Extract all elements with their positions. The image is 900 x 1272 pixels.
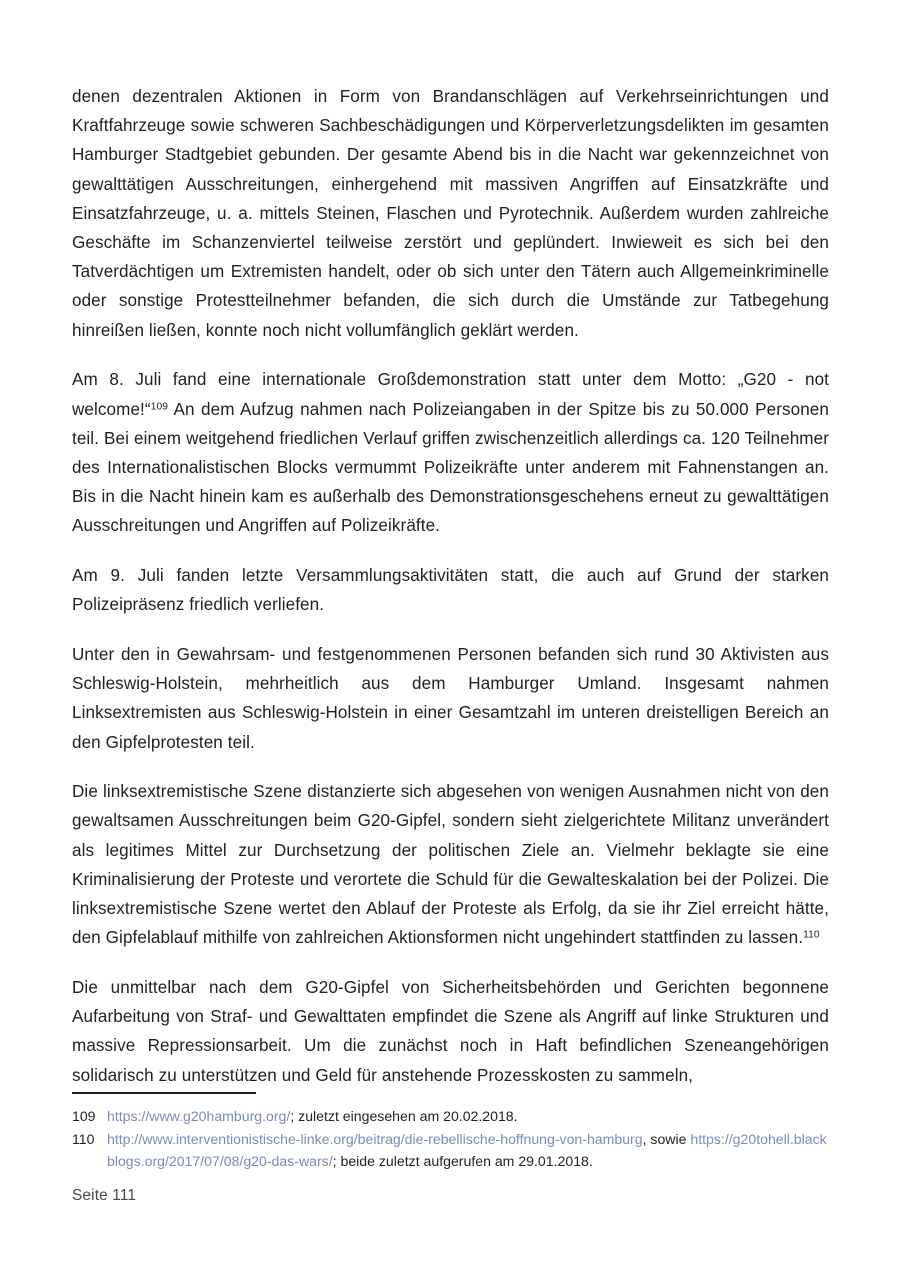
footnote-item-110 (72, 1128, 829, 1173)
footnote-text-110-b: ; beide zuletzt aufgerufen am 29.01.2018. (332, 1153, 593, 1170)
footnote-reference-110[interactable]: 110 (803, 929, 820, 941)
footnote-list (72, 1105, 829, 1173)
paragraph-5-text-before-footnote: Die linksextremistische Szene distanzierte sich abgesehen von wenigen Ausnahmen nicht von den gewaltsamen Ausschreitungen beim G20-Gipfel, sondern sieht zielgerichtete Militanz unverändert als legitimes Mittel zur Durchsetzung der politischen Ziele an. Vielmehr beklagte sie eine Kriminalisierung der Proteste und verortete die Schuld für die Gewalteskalation bei der Polizei. Die linksextremistische Szene wertet den Ablauf der Proteste als Erfolg, da sie ihr Ziel erreicht hätte, den Gipfelablauf mithilfe von zahlreichen Aktionsformen nicht ungehindert stattfinden zu lassen. (72, 782, 829, 948)
footnote-link-g20hamburg[interactable]: https://www.g20hamburg.org/ (107, 1108, 291, 1124)
footnote-separator-rule (72, 1092, 256, 1094)
footnote-link-g20tohell[interactable]: https://g20tohell.blackblogs.org/2017/07/08/g20-das-wars/ (107, 1130, 827, 1170)
paragraph-3: Am 9. Juli fanden letzte Versammlungsaktivitäten statt, die auch auf Grund der starken Polizeipräsenz friedlich verliefen. (72, 566, 829, 615)
body-text-column (72, 82, 829, 1090)
footnote-number-109: 109 (72, 1108, 96, 1124)
paragraph-6: Die unmittelbar nach dem G20-Gipfel von Sicherheitsbehörden und Gerichten begonnene Aufarbeitung von Straf- und Gewalttaten empfindet die Szene als Angriff auf linke Strukturen und massive Repressionsarbeit. Um die zunächst noch in Haft befindlichen Szeneangehörigen solidarisch zu unterstützen und Geld für anstehende Prozesskosten zu sammeln, (72, 977, 829, 1085)
footnote-number-110: 110 (72, 1130, 95, 1147)
paragraph-2-text-before-footnote: Am 8. Juli fand eine internationale Großdemonstration statt unter dem Motto: „G20 - not welcome!“ (72, 370, 829, 419)
footnote-link-interventionistische-linke[interactable]: http://www.interventionistische-linke.org/beitrag/die-rebellische-hoffnung-von-hamburg (107, 1130, 643, 1147)
paragraph-1: denen dezentralen Aktionen in Form von Brandanschlägen auf Verkehrseinrichtungen und Kraftfahrzeuge sowie schweren Sachbeschädigungen und Körperverletzungsdelikten im gesamten Hamburger Stadtgebiet gebunden. Der gesamte Abend bis in die Nacht war gekennzeichnet von gewalttätigen Ausschreitungen, einhergehend mit massiven Angriffen auf Einsatzkräfte und Einsatzfahrzeuge, u. a. mittels Steinen, Flaschen und Pyrotechnik. Außerdem wurden zahlreiche Geschäfte im Schanzenviertel teilweise zerstört und geplündert. Inwieweit es sich bei den Tatverdächtigen um Extremisten handelt, oder ob sich unter den Tätern auch Allgemeinkriminelle oder sonstige Protestteilnehmer befanden, die sich durch die Umstände zur Tatbegehung hinreißen ließen, konnte noch nicht vollumfänglich geklärt werden. (72, 87, 829, 340)
paragraph-5 (72, 777, 829, 952)
paragraph-2-text-after-footnote: An dem Aufzug nahmen nach Polizeiangaben in der Spitze bis zu 50.000 Personen teil. Bei einem weitgehend friedlichen Verlauf griffen zwischenzeitlich allerdings ca. 120 Teilnehmer des Internationalistischen Blocks vermummt Polizeikräfte unter anderem mit Fahnenstangen an. Bis in die Nacht hinein kam es außerhalb des Demonstrationsgeschehens erneut zu gewalttätigen Ausschreitungen und Angriffen auf Polizeikräfte. (72, 399, 829, 536)
paragraph-4: Unter den in Gewahrsam- und festgenommenen Personen befanden sich rund 30 Aktivisten aus Schleswig-Holstein, mehrheitlich aus dem Hamburger Umland. Insgesamt nahmen Linksextremisten aus Schleswig-Holstein in einer Gesamtzahl im unteren dreistelligen Bereich an den Gipfelprotesten teil. (72, 644, 829, 752)
footnote-section (72, 1092, 829, 1173)
paragraph-2 (72, 365, 829, 540)
footnote-item-109 (72, 1105, 829, 1128)
page-number: Seite 111 (72, 1187, 137, 1204)
footnote-text-110-a: , sowie (642, 1130, 691, 1147)
footnote-text-109: ; zuletzt eingesehen am 20.02.2018. (290, 1108, 518, 1124)
footnote-reference-109[interactable]: 109 (150, 401, 169, 413)
